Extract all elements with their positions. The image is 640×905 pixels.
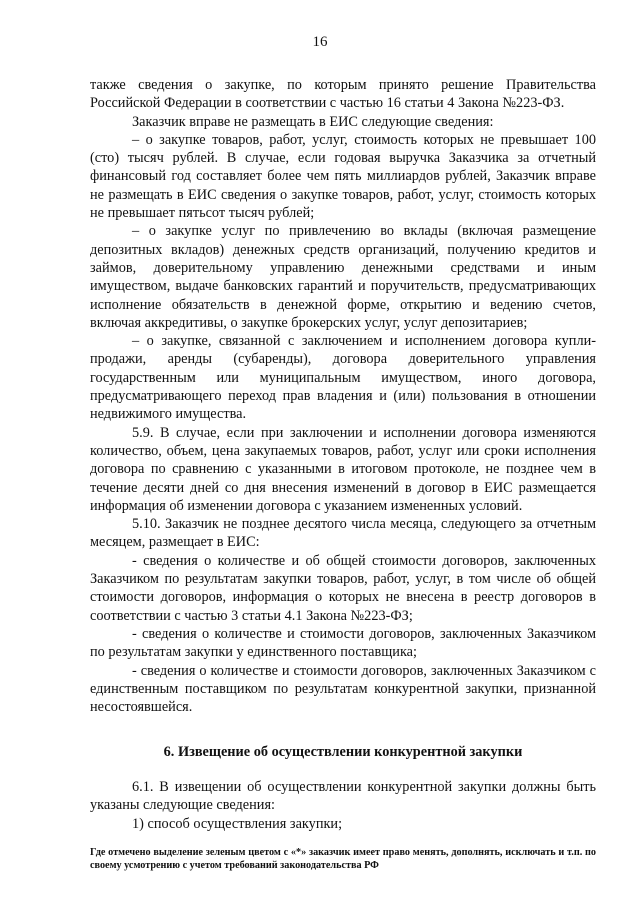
body-text	[90, 76, 596, 716]
list-item-real-estate: – о закупке, связанной с заключением и исполнением договора купли-продажи, аренды (субаренды), договора доверительного управления государственным или муниципальным имуществом, иного договора, предусматривающего переход прав владения и (или) пользования в отношении недвижимого имущества.	[90, 333, 596, 423]
page-number: 16	[312, 34, 328, 50]
list-item-contract-totals: - сведения о количестве и об общей стоимости договоров, заключенных Заказчиком по результатам закупки товаров, работ, услуг, в том числе об общей стоимости договоров, информация о которых не внесена в реестр договоров в соответствии с частью 3 статьи 4.1 Закона №223-ФЗ;	[90, 552, 596, 624]
paragraph-continuation: также сведения о закупке, по которым принято решение Правительства Российской Федерации в соответствии с частью 16 статьи 4 Закона №223-ФЗ.	[90, 77, 596, 112]
section-heading: 6. Извещение об осуществлении конкурентной закупки	[163, 744, 523, 760]
section-text	[90, 778, 596, 833]
paragraph-intro: Заказчик вправе не размещать в ЕИС следующие сведения:	[132, 113, 494, 130]
clause-6-1: 6.1. В извещении об осуществлении конкурентной закупки должны быть указаны следующие сведения:	[90, 779, 596, 814]
list-item-small-purchases: – о закупке товаров, работ, услуг, стоимость которых не превышает 100 (сто) тысяч рублей. В случае, если годовая выручка Заказчика за отчетный финансовый год составляет более чем пять миллиардов рублей, Заказчик вправе не размещать в ЕИС сведения о закупке товаров, работ, услуг, стоимость которых не превышает пятьсот тысяч рублей;	[90, 131, 596, 222]
clause-5-10: 5.10. Заказчик не позднее десятого числа месяца, следующего за отчетным месяцем, размещает в ЕИС:	[90, 516, 596, 551]
list-item-single-supplier: - сведения о количестве и стоимости договоров, заключенных Заказчиком по результатам закупки у единственного поставщика;	[90, 625, 596, 661]
list-item-failed-procurement: - сведения о количестве и стоимости договоров, заключенных Заказчиком с единственным поставщиком по результатам конкурентной закупки, признанной несостоявшейся.	[90, 662, 596, 716]
list-item-deposit-services: – о закупке услуг по привлечению во вклады (включая размещение депозитных вкладов) денежных средств организаций, получению кредитов и займов, доверительному управлению денежными средствами и иным имуществом, выдаче банковских гарантий и поручительств, предусматривающих исполнение обязательств в денежной форме, открытию и ведению счетов, включая аккредитивы, о закупке брокерских услуг, услуг депозитариев;	[90, 223, 596, 331]
list-item-method: 1) способ осуществления закупки;	[132, 815, 343, 832]
clause-5-9: 5.9. В случае, если при заключении и исполнении договора изменяются количество, объем, цена закупаемых товаров, работ, услуг или сроки исполнения договора по сравнению с указанными в итоговом протоколе, не позднее чем в течение десяти дней со дня внесения изменений в договор в ЕИС размещается информация об изменении договора с указанием измененных условий.	[90, 424, 596, 514]
footnote: Где отмечено выделение зеленым цветом с «*» заказчик имеет право менять, дополнять, исключать и т.п. по своему усмотрению с учетом требований законодательства РФ	[90, 847, 596, 872]
